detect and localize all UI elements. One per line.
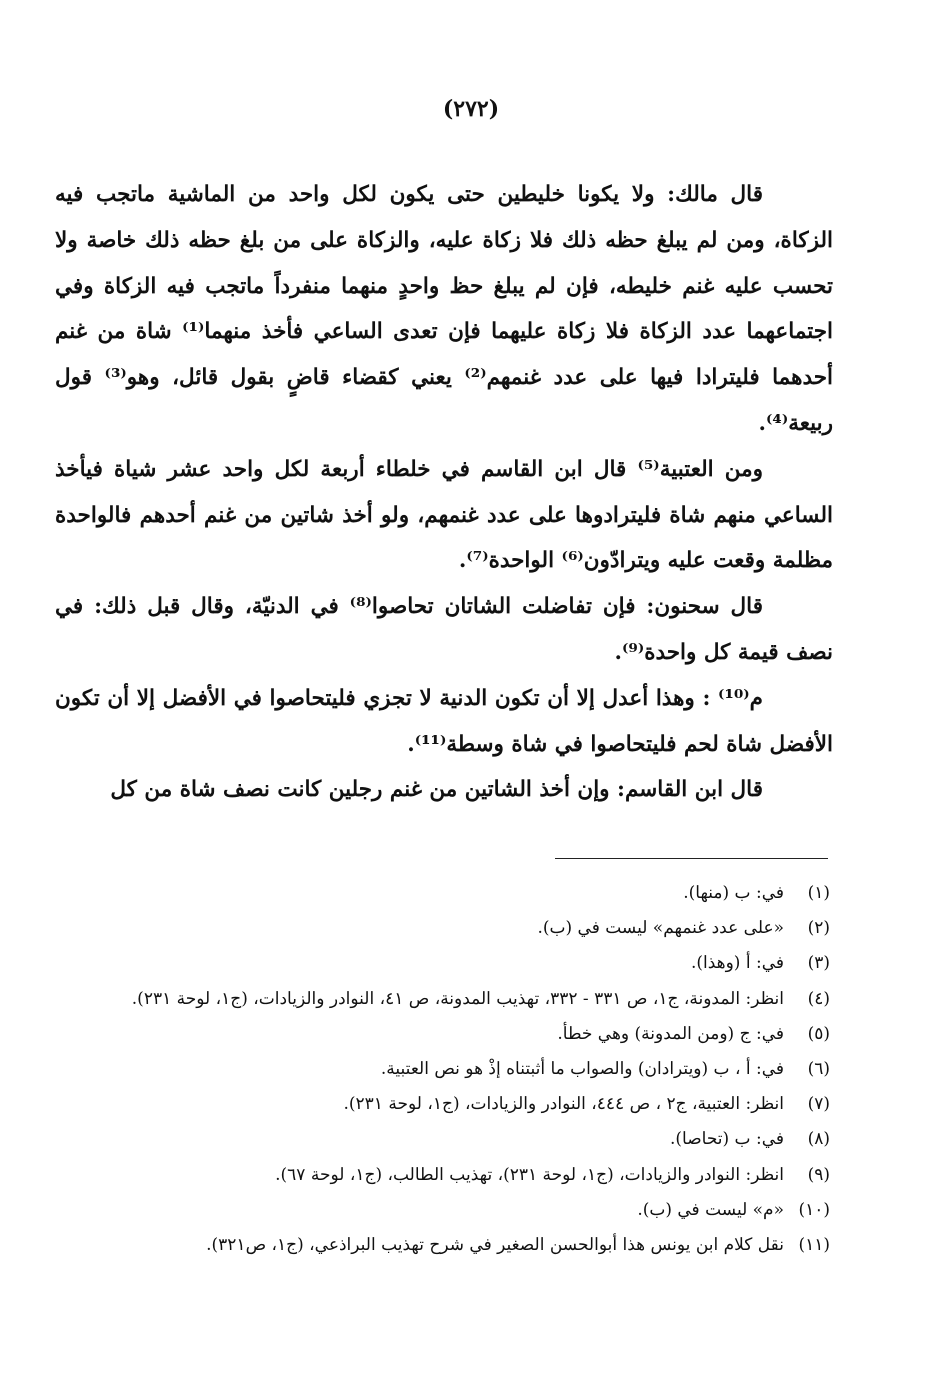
footnote-number: (٦) bbox=[807, 1059, 830, 1080]
footnote-separator bbox=[555, 858, 828, 859]
footnote-text: «على عدد غنمهم» ليست في (ب). bbox=[537, 918, 784, 939]
footnote-text: في: أ (وهذا). bbox=[690, 953, 784, 974]
footnote-text: في: ج (ومن المدونة) وهي خطأ. bbox=[557, 1023, 784, 1044]
footnote-text: انظر: النوادر والزيادات، (ج١، لوحة ٢٣١)، تهذيب الطالب، (ج١، لوحة ٦٧). bbox=[275, 1164, 784, 1185]
footnote-number: (٢) bbox=[807, 918, 830, 939]
footnote-text: في: أ ، ب (ويترادان) والصواب ما أثبتناه إذْ هو نص العتبية. bbox=[380, 1059, 784, 1080]
footnote-item bbox=[90, 1158, 830, 1193]
footnote-item bbox=[90, 982, 830, 1017]
footnote-item bbox=[90, 1017, 830, 1052]
footnote-number: (١٠) bbox=[798, 1199, 830, 1220]
footnote-number: (١) bbox=[807, 883, 830, 903]
footnote-text: نقل كلام ابن يونس هذا أبوالحسن الصغير في شرح تهذيب البراذعي، (ج١، ص٣٢١). bbox=[206, 1235, 784, 1256]
footnote-number: (٤) bbox=[807, 988, 830, 1009]
footnote-number: (٥) bbox=[807, 1023, 830, 1044]
paragraph-1: قال مالك: ولا يكونا خليطين حتى يكون لكل واحد من الماشية ماتجب فيه الزكاة، ومن لم يبلغ حظه ذلك فلا زكاة عليه، والزكاة على من بلغ حظه ذلك خاصة ولا تحسب عليه غنم خليطه، فإن لم يبلغ حظ واحدٍ منهما منفرداً ماتجب فيه الزكاة وفي اجتماعهما عدد الزكاة فلا زكاة عليهما فإن تعدى الساعي فأخذ منهما⁽¹⁾ شاة من غنم أحدهما فليترادا فيها على عدد غنمهم⁽²⁾ يعني كقضاء قاضٍ بقول قائل، وهو⁽³⁾ قول ربيعة⁽⁴⁾. bbox=[55, 182, 833, 436]
paragraph-2: ومن العتبية⁽⁵⁾ قال ابن القاسم في خلطاء أربعة لكل واحد عشر شياة فيأخذ الساعي منهم شاة فليترادوها على عدد غنمهم، ولو أخذ شاتين من غنم أحدهم فالواحدة مظلمة وقعت عليه ويترادّون⁽⁶⁾ الواحدة⁽⁷⁾. bbox=[55, 456, 833, 574]
footnote-text: انظر: العتبية، ج٢ ، ص ٤٤٤، النوادر والزيادات، (ج١، لوحة ٢٣١). bbox=[343, 1094, 784, 1115]
footnote-text: «م» ليست في (ب). bbox=[637, 1199, 784, 1220]
footnote-text: انظر: المدونة، ج١، ص ٣٣١ - ٣٣٢، تهذيب المدونة، ص ٤١، النوادر والزيادات، (ج١، لوحة ٢٣١). bbox=[131, 988, 784, 1009]
paragraph-4: م⁽¹⁰⁾ : وهذا أعدل إلا أن تكون الدنية لا تجزي فليتحاصوا في الأفضل إلا أن تكون الأفضل شاة لحم فليتحاصوا في شاة وسطة⁽¹¹⁾. bbox=[55, 685, 833, 757]
footnote-item bbox=[90, 911, 830, 946]
footnote-item bbox=[90, 1193, 830, 1228]
paragraph-5: قال ابن القاسم: وإن أخذ الشاتين من غنم رجلين كانت نصف شاة من كل bbox=[110, 777, 763, 803]
footnote-item bbox=[90, 876, 830, 911]
footnote-number: (٩) bbox=[807, 1164, 830, 1185]
footnote-text: في: ب (منها). bbox=[683, 883, 784, 903]
footnote-item bbox=[90, 1087, 830, 1122]
footnote-item bbox=[90, 1122, 830, 1157]
footnote-number: (٧) bbox=[807, 1094, 830, 1115]
footnote-number: (٨) bbox=[807, 1129, 830, 1150]
footnote-item bbox=[90, 1228, 830, 1263]
footnotes bbox=[90, 876, 830, 1263]
footnote-text: في: ب (تحاصا). bbox=[669, 1129, 784, 1150]
page-number: (٢٧٢) bbox=[442, 96, 500, 122]
footnote-number: (٣) bbox=[807, 953, 830, 974]
paragraph-3: قال سحنون: فإن تفاضلت الشاتان تحاصوا⁽⁸⁾ في الدنيّة، وقال قبل ذلك: في نصف قيمة كل واحدة⁽⁹⁾. bbox=[55, 594, 833, 665]
footnote-number: (١١) bbox=[798, 1235, 830, 1256]
main-text bbox=[55, 172, 833, 813]
footnote-item bbox=[90, 946, 830, 981]
footnote-item bbox=[90, 1052, 830, 1087]
